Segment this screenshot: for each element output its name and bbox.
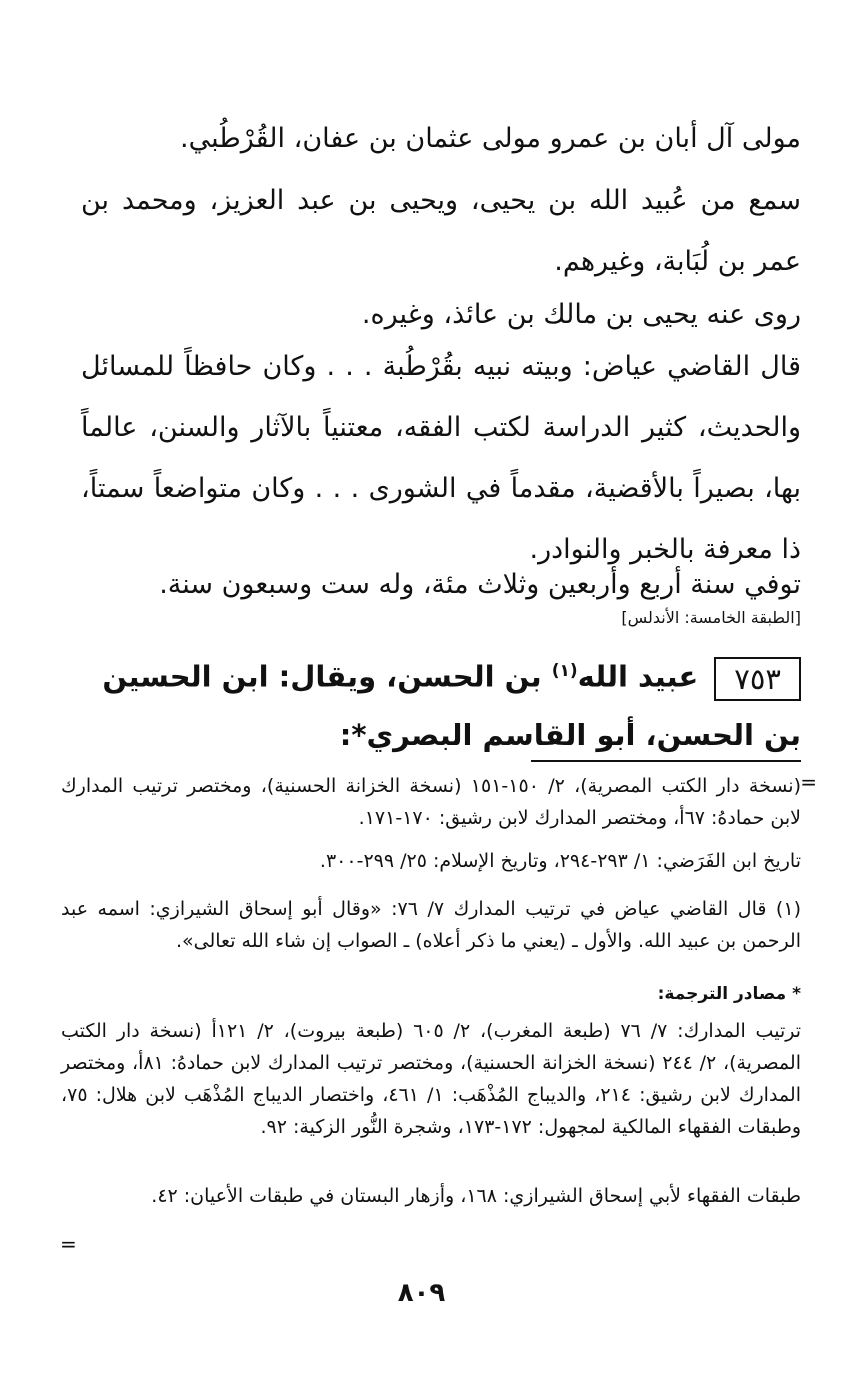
- footnote-separator: [531, 760, 801, 762]
- continuation-mark-top: =: [800, 770, 817, 794]
- sources-list-1: ترتيب المدارك: ٧/ ٧٦ (طبعة المغرب)، ٢/ ٦٠٥ (طبعة بيروت)، ٢/ ١٢١أ (نسخة دار الكتب المصرية)، ٢/ ٢٤٤ (نسخة الخزانة الحسنية)، ومختصر ترتيب المدارك لابن حمادهُ: ٨١أ، ومختصر المدارك لابن رشيق: ٢١٤، والديباج المُذْهَب: ١/ ٤٦١، واختصار الديباج المُذْهَب لابن هلال: ٧٥، وطبقات الفقهاء المالكية لمجهول: ١٧٢-١٧٣، وشجرة النُّور الزكية: ٩٢.: [61, 1020, 802, 1138]
- footnote-1: (١) قال القاضي عياض في ترتيب المدارك ٧/ ٧٦: «وقال أبو إسحاق الشيرازي: اسمه عبد الرحمن بن عبيد الله. والأول ـ (يعني ما ذكر أعلاه) ـ الصواب إن شاء الله تعالى».: [61, 898, 801, 952]
- footnote-continuation-2: تاريخ ابن الفَرَضي: ١/ ٢٩٣-٢٩٤، وتاريخ الإسلام: ٢٥/ ٢٩٩-٣٠٠.: [319, 850, 801, 872]
- entry-name-start: عبيد الله: [577, 659, 699, 694]
- paragraph-teachers: سمع من عُبيد الله بن يحيى، ويحيى بن عبد العزيز، ومحمد بن عمر بن لُبَابة، وغيرهم.: [81, 185, 801, 277]
- entry-heading: [61, 642, 801, 764]
- paragraph-iyad-quote: قال القاضي عياض: وبيته نبيه بقُرْطُبة . . . وكان حافظاً للمسائل والحديث، كثير الدراسة لكتب الفقه، معتنياً بالآثار والسنن، عالماً بها، بصيراً بالأقضية، مقدماً في الشورى . . . وكان متواضعاً سمتاً، ذا معرفة بالخبر والنوادر.: [81, 351, 801, 565]
- footnote-reference: (١): [551, 661, 578, 681]
- paragraph-death: توفي سنة أربع وأربعين وثلاث مئة، وله ست وسبعون سنة.: [159, 569, 801, 600]
- page-number: ٨٠٩: [397, 1278, 446, 1308]
- continuation-mark-bottom: =: [60, 1232, 77, 1256]
- footnote-continuation: (نسخة دار الكتب المصرية)، ٢/ ١٥٠-١٥١ (نسخة الخزانة الحسنية)، ومختصر ترتيب المدارك لابن حمادهُ: ٦٧أ، ومختصر المدارك لابن رشيق: ١٧٠-١٧١.: [61, 775, 801, 829]
- sources-list-2: طبقات الفقهاء لأبي إسحاق الشيرازي: ١٦٨، وأزهار البستان في طبقات الأعيان: ٤٢.: [151, 1185, 801, 1207]
- paragraph-lineage: مولى آل أبان بن عمرو مولى عثمان بن عفان، القُرْطُبي.: [180, 123, 801, 154]
- paragraph-students: روى عنه يحيى بن مالك بن عائذ، وغيره.: [361, 299, 801, 330]
- sources-title: * مصادر الترجمة:: [657, 984, 801, 1004]
- generation-note: [الطبقة الخامسة: الأندلس]: [621, 608, 801, 627]
- entry-name-rest: بن الحسن، ويقال: ابن الحسين بن الحسن، أبو القاسم البصري*:: [102, 659, 801, 752]
- entry-number-box: ٧٥٣: [714, 657, 801, 701]
